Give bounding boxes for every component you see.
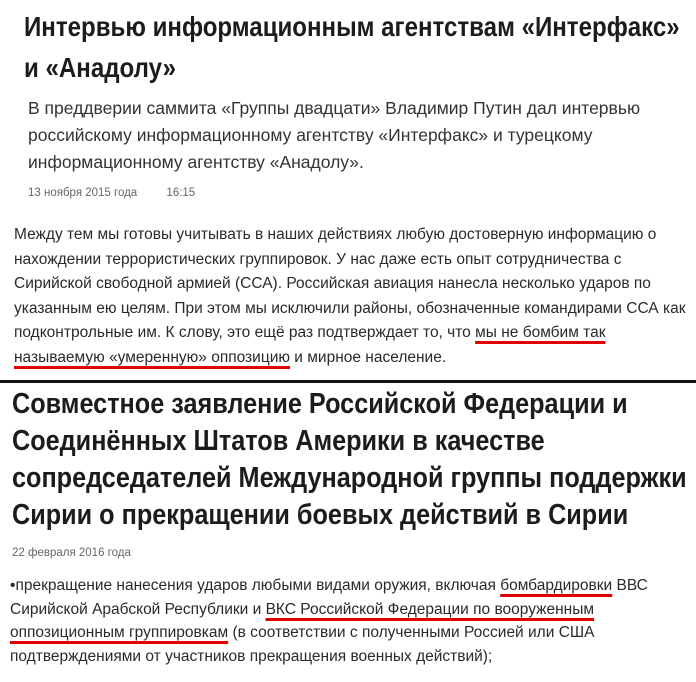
statement-part: ВВС Сирийской Арабской Республики и bbox=[10, 577, 648, 618]
section-divider bbox=[0, 380, 696, 383]
quote-text: Между тем мы готовы учитывать в наших действиях любую достоверную информацию о нахождении террористических группировок. У нас даже есть опыт сотрудничества с Сирийской свободной армией (ССА). Российская авиация нанесла несколько ударов по указанным ею целям. При этом мы исключили районы, обозначенные командирами ССА как подконтрольные им. К слову, это ещё раз подтверждает то, что bbox=[14, 226, 686, 342]
article-joint-statement bbox=[0, 384, 696, 682]
article-quote bbox=[14, 223, 694, 371]
statement-part: (в соответствии с полученными Россией или США подтверждениями от участников прекращения военных действий); bbox=[10, 624, 595, 665]
article-lead: В преддверии саммита «Группы двадцати» Владимир Путин дал интервью российскому информационному агентству «Интерфакс» и турецкому информационному агентству «Анадолу». bbox=[28, 98, 641, 172]
quote-highlight: мы не бомбим так называемую «умеренную» оппозицию bbox=[14, 324, 606, 366]
bullet: • bbox=[10, 577, 16, 594]
article-date: 22 февраля 2016 года bbox=[12, 547, 131, 559]
statement-part: прекращение нанесения ударов любыми видами оружия, включая bbox=[15, 577, 501, 594]
quote-text-end: и мирное население. bbox=[289, 348, 447, 366]
article-time: 16:15 bbox=[166, 187, 196, 199]
article-date: 13 ноября 2015 года bbox=[28, 187, 138, 199]
highlight-vks: ВКС Российской Федерации по вооруженным оппозиционным группировкам bbox=[10, 600, 595, 642]
article-title[interactable]: Интервью информационным агентствам «Интерфакс» и «Анадолу» bbox=[24, 11, 680, 83]
article-meta bbox=[28, 187, 221, 199]
article-title[interactable]: Совместное заявление Российской Федерации и Соединённых Штатов Америки в качестве сопредседателей Международной группы поддержки Сирии о прекращении боевых действий в Сирии bbox=[12, 388, 687, 531]
highlight-bombing: бомбардировки bbox=[500, 577, 613, 594]
statement-text bbox=[10, 574, 694, 668]
